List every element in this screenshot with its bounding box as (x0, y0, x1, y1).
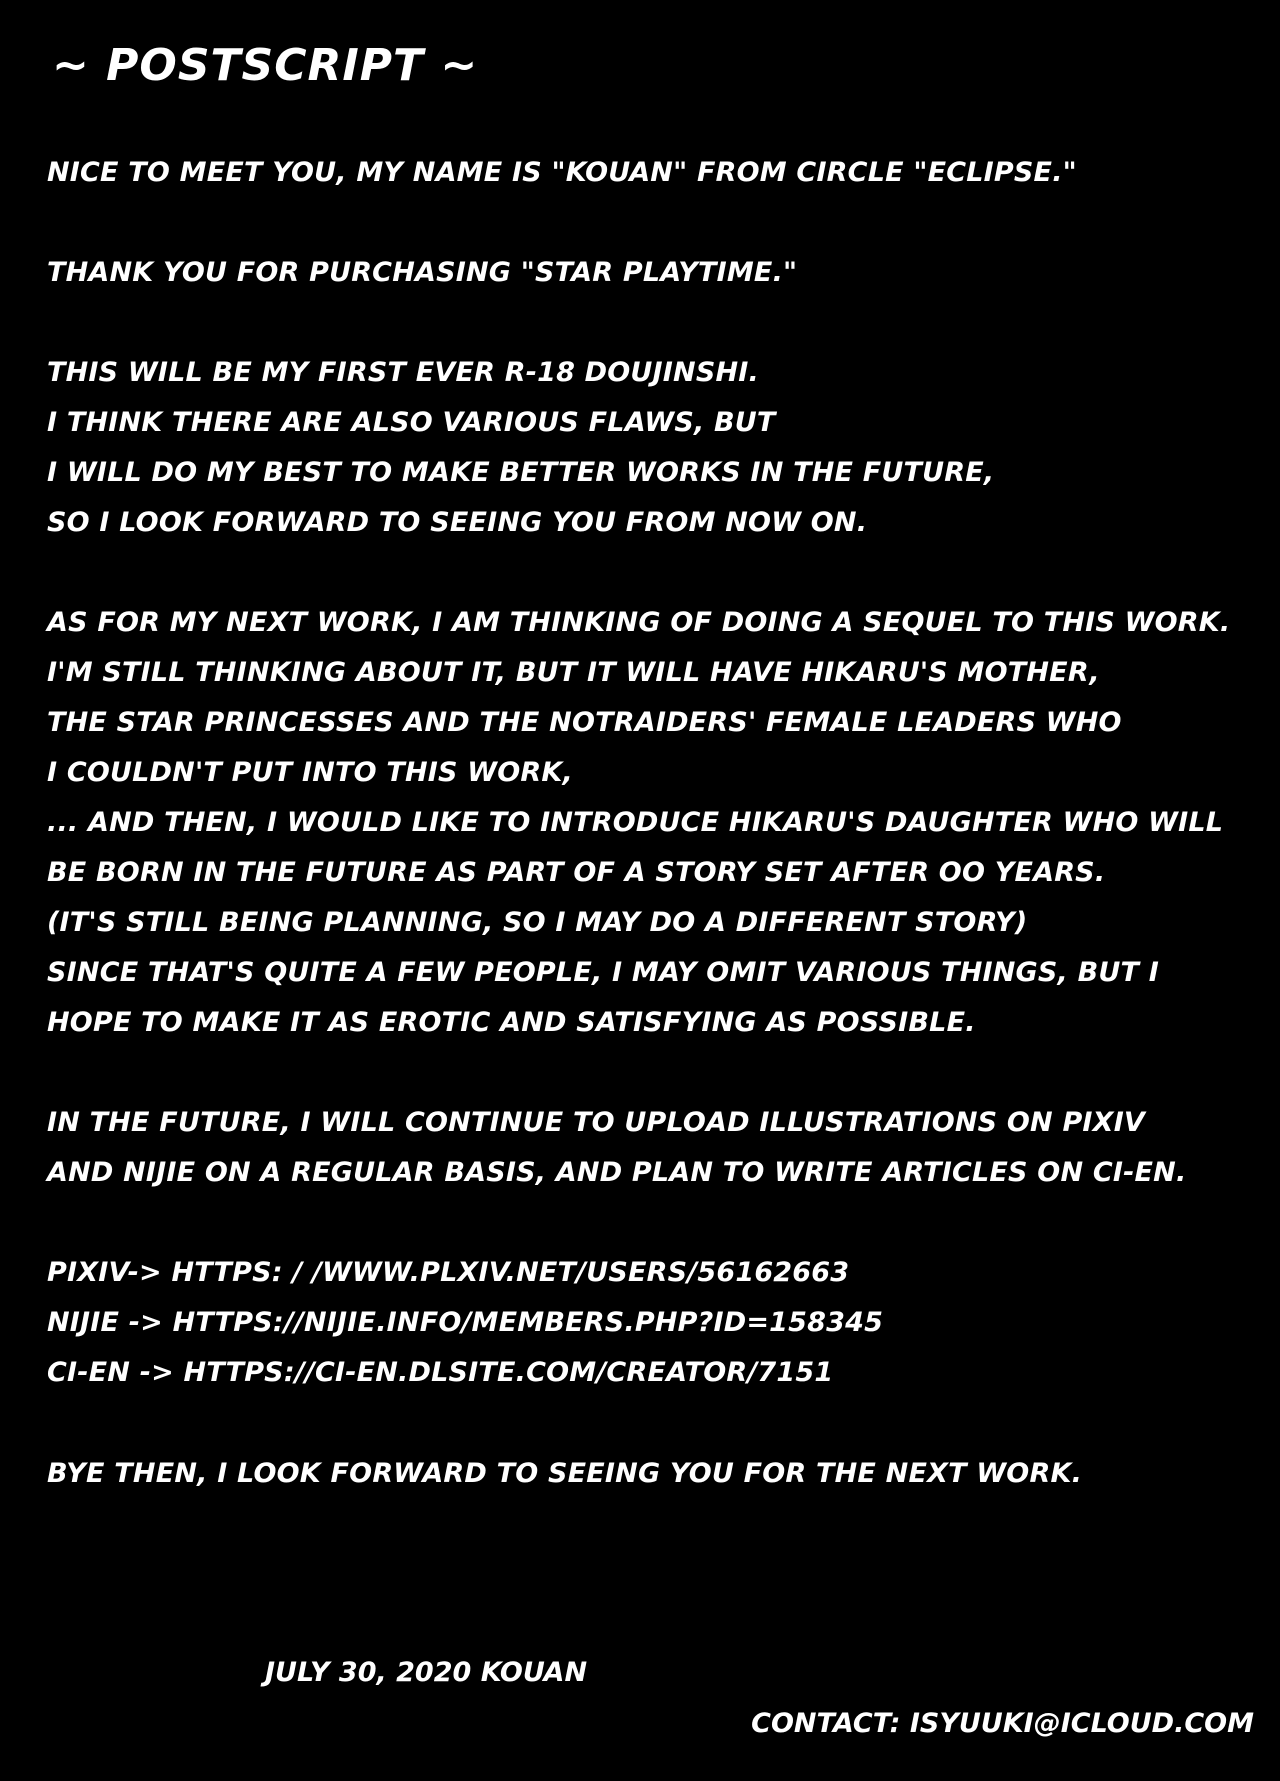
pixiv-link: PIXIV-> HTTPS: / /WWW.PLXIV.NET/USERS/56162663 (47, 1257, 850, 1288)
next-work-line: I'M STILL THINKING ABOUT IT, BUT IT WILL HAVE HIKARU'S MOTHER, (47, 657, 1100, 688)
next-work-line: THE STAR PRINCESSES AND THE NOTRAIDERS' FEMALE LEADERS WHO (47, 707, 1122, 738)
next-work-line: SINCE THAT'S QUITE A FEW PEOPLE, I MAY OMIT VARIOUS THINGS, BUT I (47, 957, 1159, 988)
next-work-line: ... AND THEN, I WOULD LIKE TO INTRODUCE HIKARU'S DAUGHTER WHO WILL (47, 807, 1224, 838)
first-work-line: SO I LOOK FORWARD TO SEEING YOU FROM NOW ON. (47, 507, 868, 538)
first-work-line: I THINK THERE ARE ALSO VARIOUS FLAWS, BUT (47, 407, 776, 438)
farewell-line: BYE THEN, I LOOK FORWARD TO SEEING YOU FOR THE NEXT WORK. (47, 1458, 1083, 1489)
page-title: ~ POSTSCRIPT ~ (52, 40, 479, 91)
future-line: IN THE FUTURE, I WILL CONTINUE TO UPLOAD ILLUSTRATIONS ON PIXIV (47, 1107, 1146, 1138)
greeting-line: NICE TO MEET YOU, MY NAME IS "KOUAN" FROM CIRCLE "ECLIPSE." (47, 157, 1077, 188)
first-work-line: THIS WILL BE MY FIRST EVER R-18 DOUJINSHI. (47, 357, 759, 388)
nijie-link: NIJIE -> HTTPS://NIJIE.INFO/MEMBERS.PHP?ID=158345 (47, 1307, 884, 1338)
next-work-line: AS FOR MY NEXT WORK, I AM THINKING OF DOING A SEQUEL TO THIS WORK. (47, 607, 1231, 638)
signature-date: JULY 30, 2020 KOUAN (265, 1657, 588, 1688)
first-work-line: I WILL DO MY BEST TO MAKE BETTER WORKS IN THE FUTURE, (47, 457, 995, 488)
next-work-line: (IT'S STILL BEING PLANNING, SO I MAY DO A DIFFERENT STORY) (47, 907, 1028, 938)
next-work-line: HOPE TO MAKE IT AS EROTIC AND SATISFYING AS POSSIBLE. (47, 1007, 976, 1038)
contact-email: CONTACT: ISYUUKI@ICLOUD.COM (751, 1708, 1254, 1739)
next-work-line: BE BORN IN THE FUTURE AS PART OF A STORY SET AFTER OO YEARS. (47, 857, 1106, 888)
thanks-line: THANK YOU FOR PURCHASING "STAR PLAYTIME." (47, 257, 798, 288)
next-work-line: I COULDN'T PUT INTO THIS WORK, (47, 757, 573, 788)
future-line: AND NIJIE ON A REGULAR BASIS, AND PLAN TO WRITE ARTICLES ON CI-EN. (47, 1157, 1187, 1188)
ci-en-link: CI-EN -> HTTPS://CI-EN.DLSITE.COM/CREATOR/7151 (47, 1357, 834, 1388)
